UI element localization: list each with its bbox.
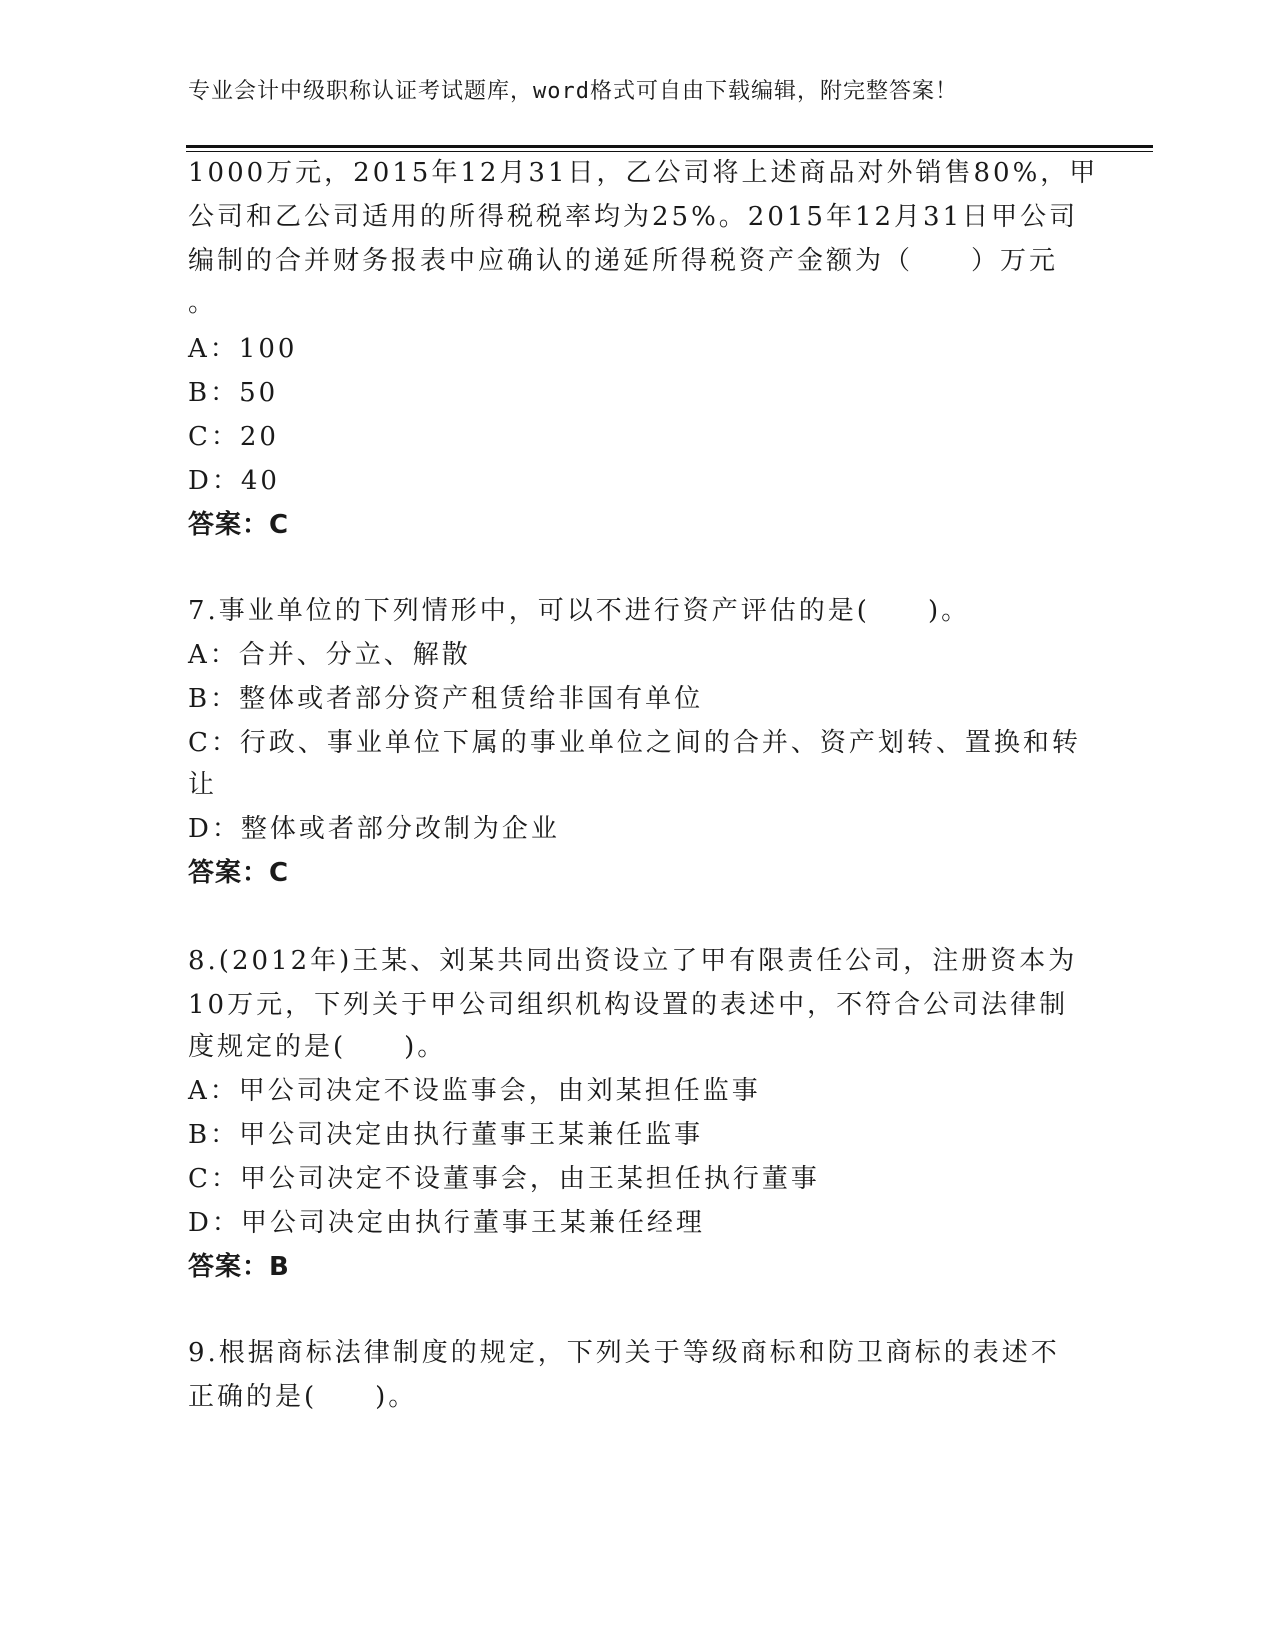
- q6-stem-line-2: 公司和乙公司适用的所得税税率均为25%。2015年12月31日甲公司: [188, 202, 1079, 232]
- q6-option-c: C：20: [188, 422, 279, 452]
- q6-option-d: D：40: [188, 466, 280, 496]
- q8-option-b: B：甲公司决定由执行董事王某兼任监事: [188, 1120, 704, 1150]
- q7-stem-line-1: 7.事业单位的下列情形中，可以不进行资产评估的是( )。: [188, 596, 971, 626]
- q8-answer: 答案：B: [188, 1252, 290, 1282]
- page-header: 专业会计中级职称认证考试题库，word格式可自由下载编辑，附完整答案！: [188, 79, 958, 104]
- q6-stem-line-3: 编制的合并财务报表中应确认的递延所得税资产金额为（ ）万元: [188, 246, 1059, 276]
- q8-stem-line-2: 10万元，下列关于甲公司组织机构设置的表述中，不符合公司法律制: [188, 990, 1069, 1020]
- q7-option-c-line-1: C：行政、事业单位下属的事业单位之间的合并、资产划转、置换和转: [188, 728, 1081, 758]
- header-rule-thin: [186, 151, 1153, 152]
- q6-answer: 答案：C: [188, 510, 290, 540]
- q8-option-a: A：甲公司决定不设监事会，由刘某担任监事: [188, 1076, 761, 1106]
- q7-option-a: A：合并、分立、解散: [188, 640, 471, 670]
- q8-stem-line-3: 度规定的是( )。: [188, 1032, 447, 1062]
- q6-stem-line-1: 1000万元，2015年12月31日，乙公司将上述商品对外销售80%，甲: [188, 158, 1099, 188]
- header-rule-thick: [186, 145, 1153, 148]
- q6-stem-line-4: 。: [188, 288, 218, 318]
- q8-stem-line-1: 8.(2012年)王某、刘某共同出资设立了甲有限责任公司，注册资本为: [188, 946, 1078, 976]
- q6-option-a: A：100: [188, 334, 298, 364]
- q8-option-c: C：甲公司决定不设董事会，由王某担任执行董事: [188, 1164, 820, 1194]
- q7-option-b: B：整体或者部分资产租赁给非国有单位: [188, 684, 704, 714]
- q9-stem-line-2: 正确的是( )。: [188, 1382, 418, 1412]
- q7-option-c-line-2: 让: [188, 770, 218, 800]
- q8-option-d: D：甲公司决定由执行董事王某兼任经理: [188, 1208, 705, 1238]
- q7-answer: 答案：C: [188, 858, 290, 888]
- q9-stem-line-1: 9.根据商标法律制度的规定，下列关于等级商标和防卫商标的表述不: [188, 1338, 1060, 1368]
- q7-option-d: D：整体或者部分改制为企业: [188, 814, 560, 844]
- q6-option-b: B：50: [188, 378, 279, 408]
